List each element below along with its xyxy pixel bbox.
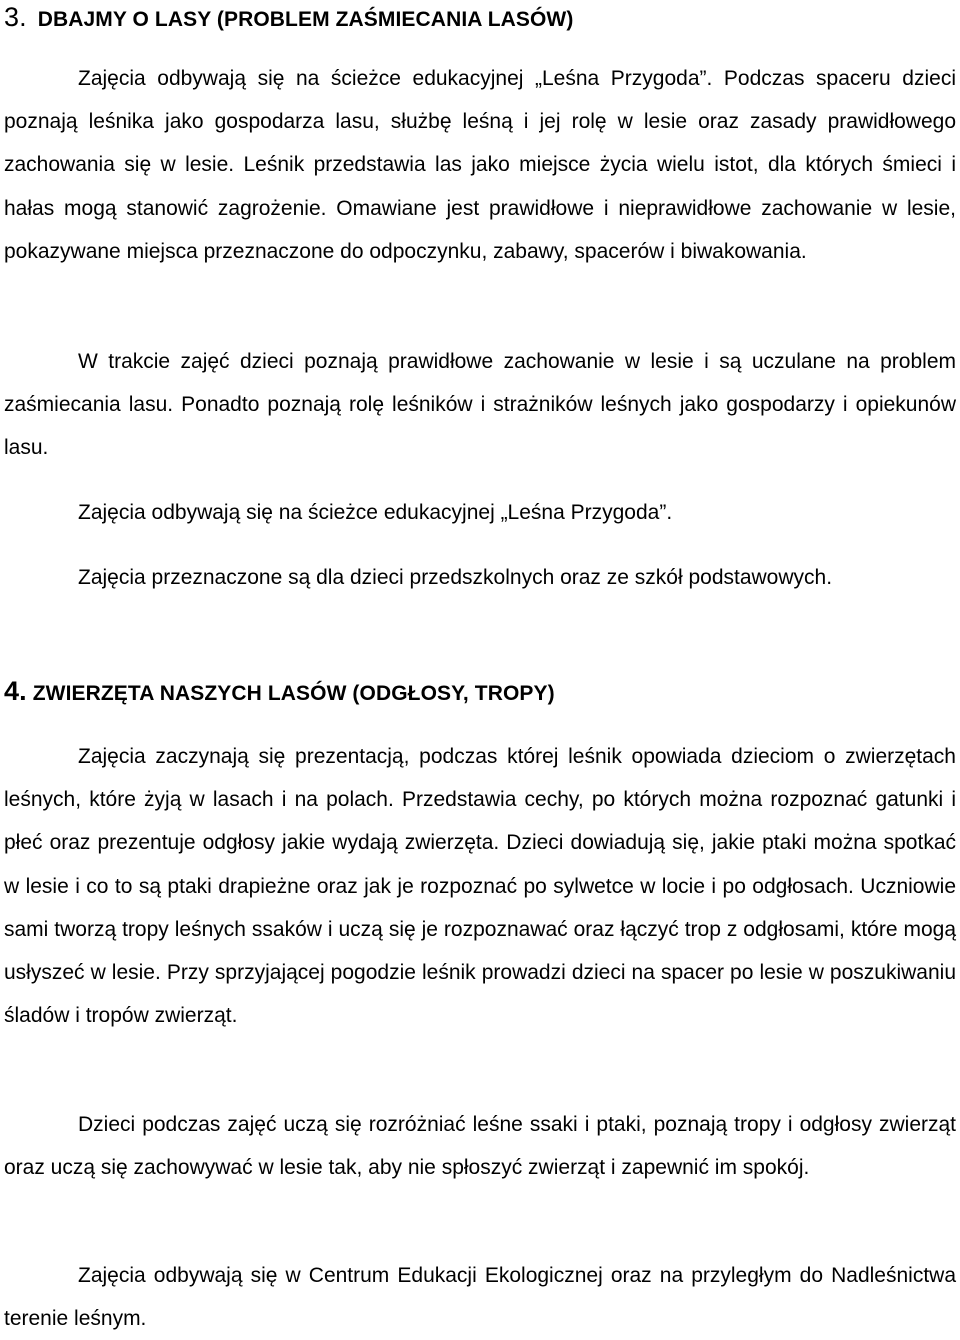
section-3-paragraph: Zajęcia odbywają się na ścieżce edukacyjnej „Leśna Przygoda”. bbox=[78, 501, 673, 524]
section-3-paragraph: Zajęcia przeznaczone są dla dzieci przedszkolnych oraz ze szkół podstawowych. bbox=[78, 566, 833, 589]
section-4-title: ZWIERZĘTA NASZYCH LASÓW (ODGŁOSY, TROPY) bbox=[32, 682, 555, 705]
section-3-number: 3. bbox=[4, 2, 27, 32]
section-4-paragraph: Zajęcia odbywają się w Centrum Edukacji Ekologicznej oraz na przyległym do Nadleśnictwa terenie leśnym. bbox=[4, 1264, 956, 1331]
section-3-heading bbox=[4, 2, 573, 33]
section-4-paragraph: Dzieci podczas zajęć uczą się rozróżniać leśne ssaki i ptaki, poznają tropy i odgłosy zwierząt oraz uczą się zachowywać w lesie tak, aby nie spłoszyć zwierząt i zapewnić im spokój. bbox=[4, 1113, 956, 1180]
section-3-title: DBAJMY O LASY (PROBLEM ZAŚMIECANIA LASÓW) bbox=[37, 8, 574, 31]
section-3-paragraph: Zajęcia odbywają się na ścieżce edukacyjnej „Leśna Przygoda”. Podczas spaceru dzieci poznają leśnika jako gospodarza lasu, służbę leśną i jej rolę w lesie oraz zasady prawidłowego zachowania się w lesie. Leśnik przedstawia las jako miejsce życia wielu istot, dla których śmieci i hałas mogą stanowić zagrożenie. Omawiane jest prawidłowe i nieprawidłowe zachowanie w lesie, pokazywane miejsca przeznaczone do odpoczynku, zabawy, spacerów i biwakowania. bbox=[4, 67, 956, 263]
section-4-paragraph: Zajęcia zaczynają się prezentacją, podczas której leśnik opowiada dzieciom o zwierzętach leśnych, które żyją w lasach i na polach. Przedstawia cechy, po których można rozpoznać gatunki i płeć oraz prezentuje odgłosy jakie wydają zwierzęta. Dzieci dowiadują się, jakie ptaki można spotkać w lesie i co to są ptaki drapieżne oraz jak je rozpoznać po sylwetce w locie i po odgłosach. Uczniowie sami tworzą tropy leśnych ssaków i uczą się je rozpoznawać oraz łączyć trop z odgłosami, które mogą usłyszeć w lesie. Przy sprzyjającej pogodzie leśnik prowadzi dzieci na spacer po lesie w poszukiwaniu śladów i tropów zwierząt. bbox=[4, 745, 956, 1028]
section-3-paragraph: W trakcie zajęć dzieci poznają prawidłowe zachowanie w lesie i są uczulane na problem zaśmiecania lasu. Ponadto poznają rolę leśników i strażników leśnych jako gospodarzy i opiekunów lasu. bbox=[4, 350, 956, 460]
section-4-number: 4. bbox=[4, 676, 27, 706]
section-4-heading bbox=[4, 676, 555, 707]
